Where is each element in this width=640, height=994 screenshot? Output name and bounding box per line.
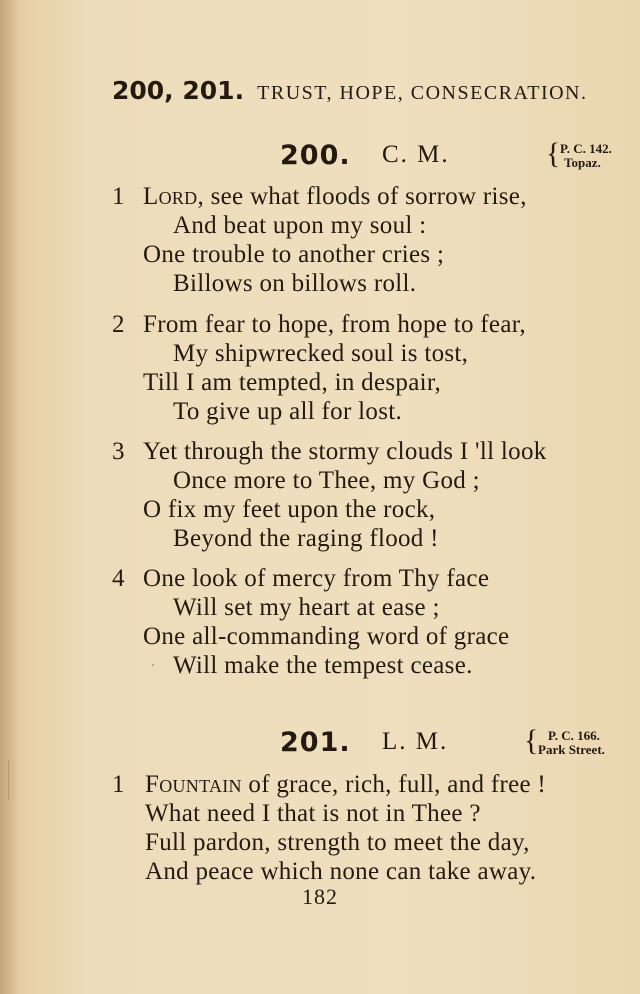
verse-line: And beat upon my soul : (173, 212, 427, 239)
first-word: Fountain (145, 771, 242, 798)
verse-line: O fix my feet upon the rock, (143, 496, 436, 523)
hymn-number: 201. (280, 727, 351, 758)
verse-line: From fear to hope, from hope to fear, (143, 311, 526, 338)
verse-line: Once more to Thee, my God ; (173, 467, 480, 494)
verse-line: And peace which none can take away. (145, 858, 537, 885)
verse-line: Till I am tempted, in despair, (143, 369, 442, 396)
tune-ref-number: P. C. 166. (548, 728, 600, 743)
verse-number: 1 (112, 183, 125, 210)
verse-line: Will make the tempest cease. (173, 652, 473, 679)
running-head-numbers: 200, 201. (112, 76, 245, 105)
verse-line: One look of mercy from Thy face (143, 565, 490, 592)
verse-line: One trouble to another cries ; (143, 241, 445, 268)
hymn-200-header (0, 137, 640, 180)
hymn-number: 200. (280, 140, 351, 171)
hymn-meter: C. M. (382, 141, 450, 168)
paper-mark (8, 760, 9, 800)
paper-speck (152, 664, 154, 666)
verse-line: Beyond the raging flood ! (173, 525, 439, 552)
verse-line: One all-commanding word of grace (143, 623, 510, 650)
verse-number: 3 (112, 438, 125, 465)
tune-ref-number: P. C. 142. (560, 141, 612, 156)
verse-number: 1 (112, 771, 125, 798)
verse-line: Will set my heart at ease ; (173, 594, 440, 621)
hymn-meter: L. M. (382, 728, 449, 755)
verse-line: Billows on billows roll. (173, 270, 417, 297)
page-number: 182 (302, 884, 338, 909)
hymn-201-header (0, 724, 640, 767)
verse-line: My shipwrecked soul is tost, (173, 340, 469, 367)
tune-name: Park Street. (538, 742, 605, 757)
verse-line: Full pardon, strength to meet the day, (145, 829, 530, 856)
verse-line: What need I that is not in Thee ? (145, 800, 481, 827)
verse-line: Lord, see what floods of sorrow rise, (143, 183, 527, 210)
running-head (112, 76, 592, 105)
verse-line: Fountain of grace, rich, full, and free ! (145, 771, 547, 798)
verse-number: 4 (112, 565, 125, 592)
tune-name: Topaz. (564, 155, 601, 170)
verse-number: 2 (112, 311, 125, 338)
verse-line: To give up all for lost. (173, 398, 403, 425)
running-head-title: TRUST, HOPE, CONSECRATION. (257, 82, 588, 104)
brace-icon: { (524, 724, 539, 757)
verse-line: Yet through the stormy clouds I 'll look (143, 438, 547, 465)
first-word: Lord (143, 183, 198, 210)
brace-icon: { (546, 137, 561, 170)
